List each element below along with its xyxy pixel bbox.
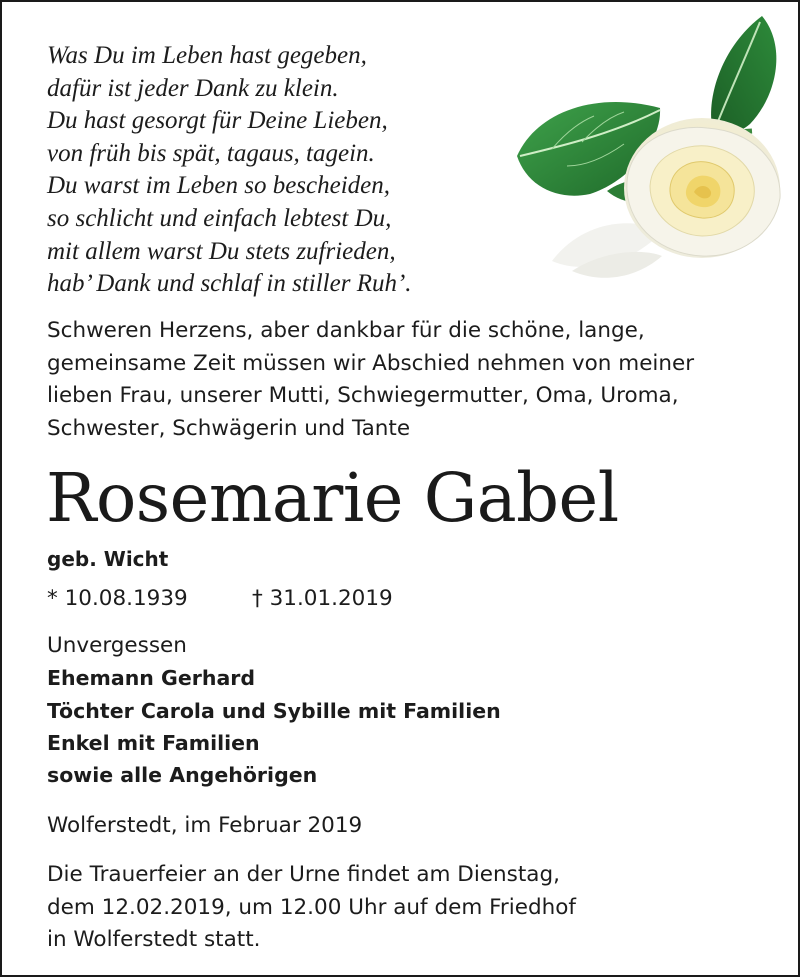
poem-line: mit allem warst Du stets zufrieden, <box>47 237 396 265</box>
funeral-line: in Wolferstedt statt. <box>47 927 261 952</box>
poem-line: so schlicht und einfach lebtest Du, <box>47 204 392 232</box>
poem-line: Du hast gesorgt für Deine Lieben, <box>47 107 388 135</box>
poem-line: Was Du im Leben hast gegeben, <box>47 42 367 69</box>
white-rose-icon <box>512 16 792 286</box>
funeral-line: dem 12.02.2019, um 12.00 Uhr auf dem Friedhof <box>47 894 576 920</box>
intro-line: lieben Frau, unserer Mutti, Schwiegermutter, Oma, Uroma, <box>47 383 679 408</box>
poem-line: von früh bis spät, tagaus, tagein. <box>47 139 375 167</box>
place-date: Wolferstedt, im Februar 2019 <box>47 813 363 838</box>
death-date: † 31.01.2019 <box>252 586 393 611</box>
survivor-item: Ehemann Gerhard <box>47 666 256 691</box>
intro-text <box>47 315 767 445</box>
funeral-line: Die Trauerfeier an der Urne findet am Dienstag, <box>47 862 560 887</box>
birth-date: * 10.08.1939 <box>47 586 188 611</box>
poem-line: hab’ Dank und schlaf in stiller Ruh’. <box>47 270 412 298</box>
deceased-name: Rosemarie Gabel <box>46 459 619 537</box>
survivors-block <box>47 630 501 791</box>
survivors-list <box>47 662 501 791</box>
survivor-item: Töchter Carola und Sybille mit Familien <box>47 698 501 723</box>
intro-line: Schweren Herzens, aber dankbar für die schöne, lange, <box>47 318 645 343</box>
intro-line: Schwester, Schwägerin und Tante <box>47 415 411 441</box>
survivors-lead: Unvergessen <box>47 633 187 658</box>
survivor-item: sowie alle Angehörigen <box>47 763 318 788</box>
poem-line: dafür ist jeder Dank zu klein. <box>47 74 339 102</box>
intro-line: gemeinsame Zeit müssen wir Abschied nehmen von meiner <box>47 350 695 376</box>
survivor-item: Enkel mit Familien <box>47 730 260 755</box>
maiden-name: geb. Wicht <box>47 547 169 571</box>
memorial-poem <box>47 40 412 301</box>
poem-line: Du warst im Leben so bescheiden, <box>47 172 391 200</box>
funeral-info <box>47 859 576 957</box>
